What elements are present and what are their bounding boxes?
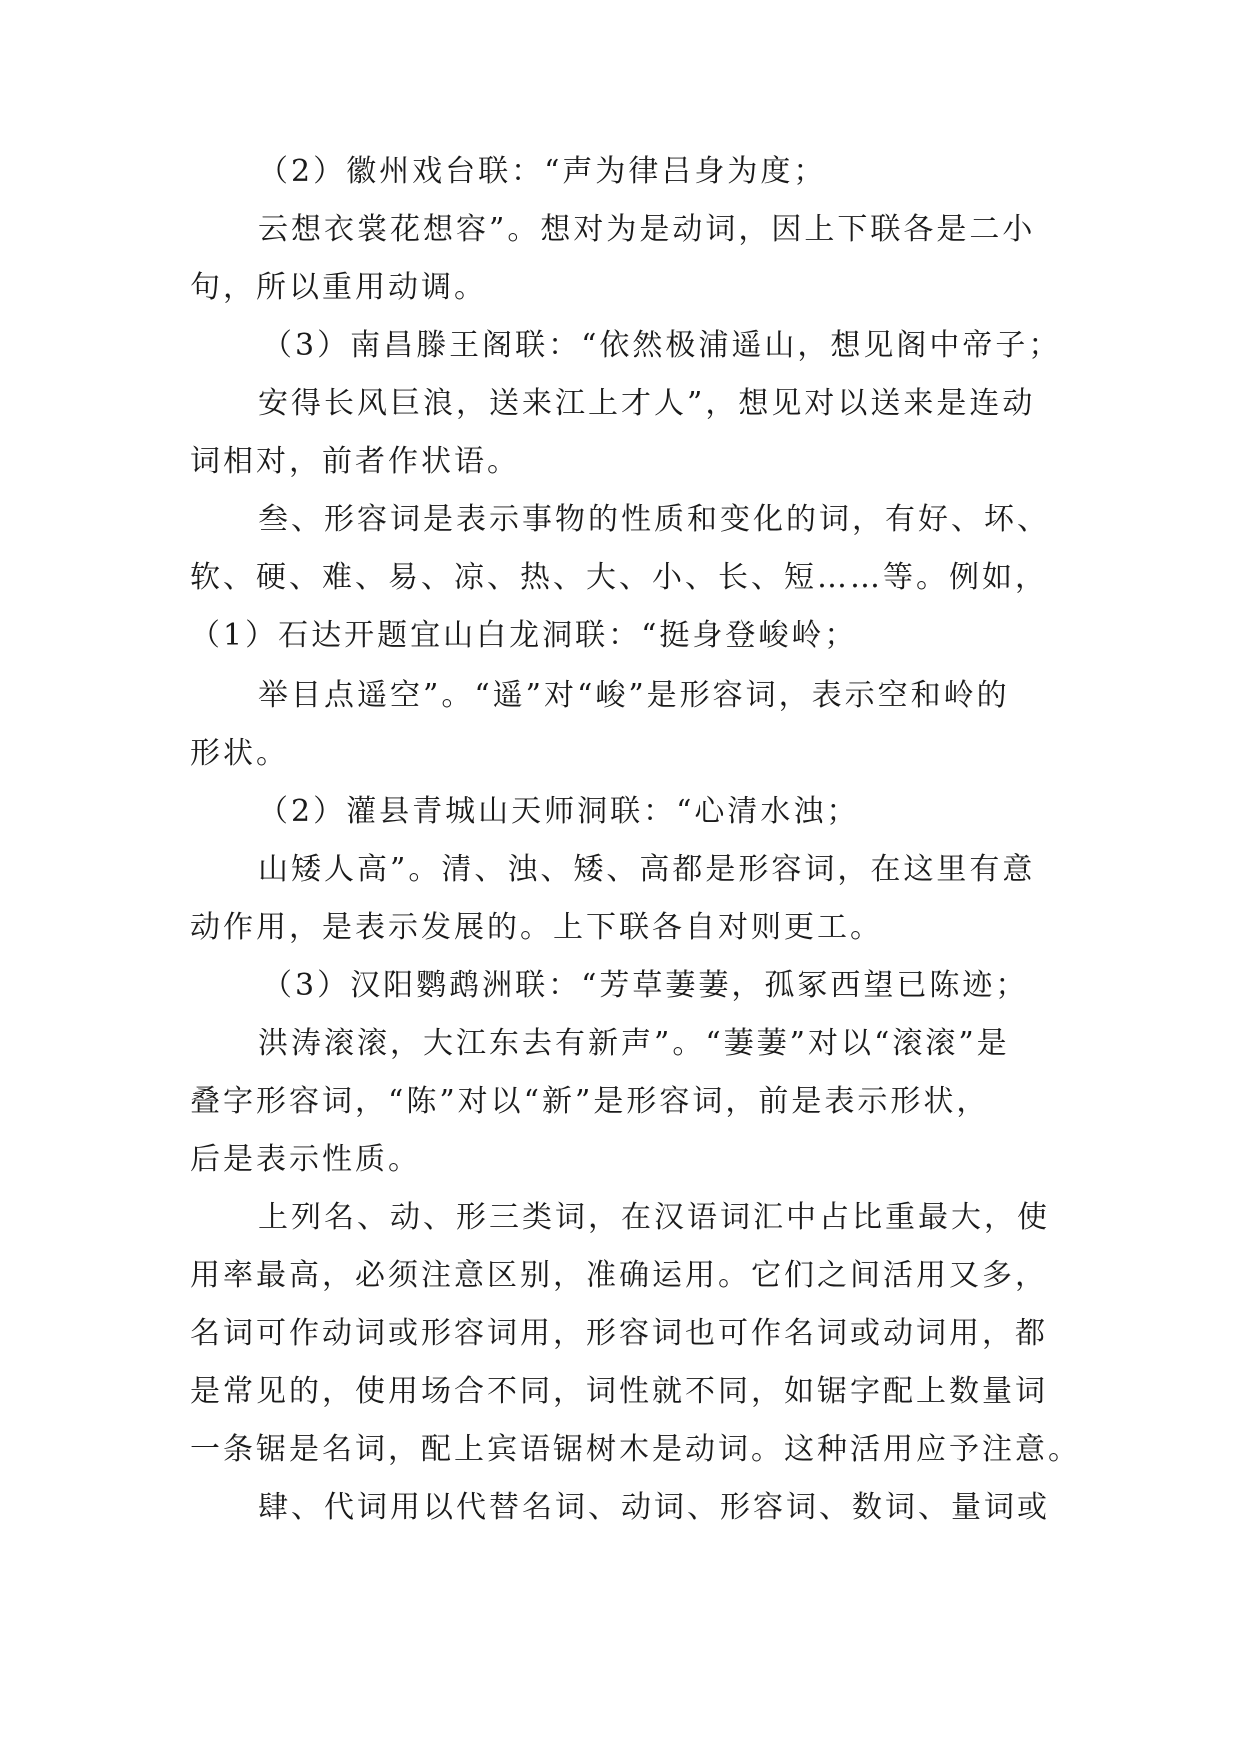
text-line: 软、硬、难、易、凉、热、大、小、长、短……等。例如，: [190, 560, 1048, 595]
text-line: 动作用，是表示发展的。上下联各自对则更工。: [190, 910, 883, 945]
text-line: （2）灌县青城山天师洞联：“心清水浊；: [258, 794, 860, 829]
text-line: 形状。: [190, 736, 289, 771]
text-line: 山矮人高”。清、浊、矮、高都是形容词，在这里有意: [258, 852, 1036, 887]
text-line: （3）汉阳鹦鹉洲联：“芳草萋萋，孤冢西望已陈迹；: [262, 968, 1029, 1003]
text-line: 词相对，前者作状语。: [190, 444, 520, 479]
text-line: 洪涛滚滚，大江东去有新声”。“萋萋”对以“滚滚”是: [258, 1026, 1010, 1061]
text-line: 一条锯是名词，配上宾语锯树木是动词。这种活用应予注意。: [190, 1432, 1081, 1467]
text-line: 肆、代词用以代替名词、动词、形容词、数词、量词或: [258, 1490, 1050, 1525]
text-line: （1）石达开题宜山白龙洞联：“挺身登峻岭；: [190, 618, 858, 653]
text-line: 叁、形容词是表示事物的性质和变化的词，有好、坏、: [258, 502, 1050, 537]
text-line: 云想衣裳花想容”。想对为是动词，因上下联各是二小: [258, 212, 1036, 247]
text-line: 后是表示性质。: [190, 1142, 421, 1177]
text-line: 用率最高，必须注意区别，准确运用。它们之间活用又多，: [190, 1258, 1048, 1293]
text-line: （3）南昌滕王阁联：“依然极浦遥山，想见阁中帝子；: [262, 328, 1062, 363]
text-line: 叠字形容词，“陈”对以“新”是形容词，前是表示形状，: [190, 1084, 990, 1119]
text-line: 是常见的，使用场合不同，词性就不同，如锯字配上数量词: [190, 1374, 1048, 1409]
text-line: 举目点遥空”。“遥”对“峻”是形容词，表示空和岭的: [258, 678, 1010, 713]
text-line: 名词可作动词或形容词用，形容词也可作名词或动词用，都: [190, 1316, 1048, 1351]
text-line: （2）徽州戏台联：“声为律吕身为度；: [258, 154, 827, 189]
text-line: 安得长风巨浪，送来江上才人”，想见对以送来是连动: [258, 386, 1036, 421]
text-line: 上列名、动、形三类词，在汉语词汇中占比重最大，使: [258, 1200, 1050, 1235]
text-line: 句，所以重用动调。: [190, 270, 487, 305]
